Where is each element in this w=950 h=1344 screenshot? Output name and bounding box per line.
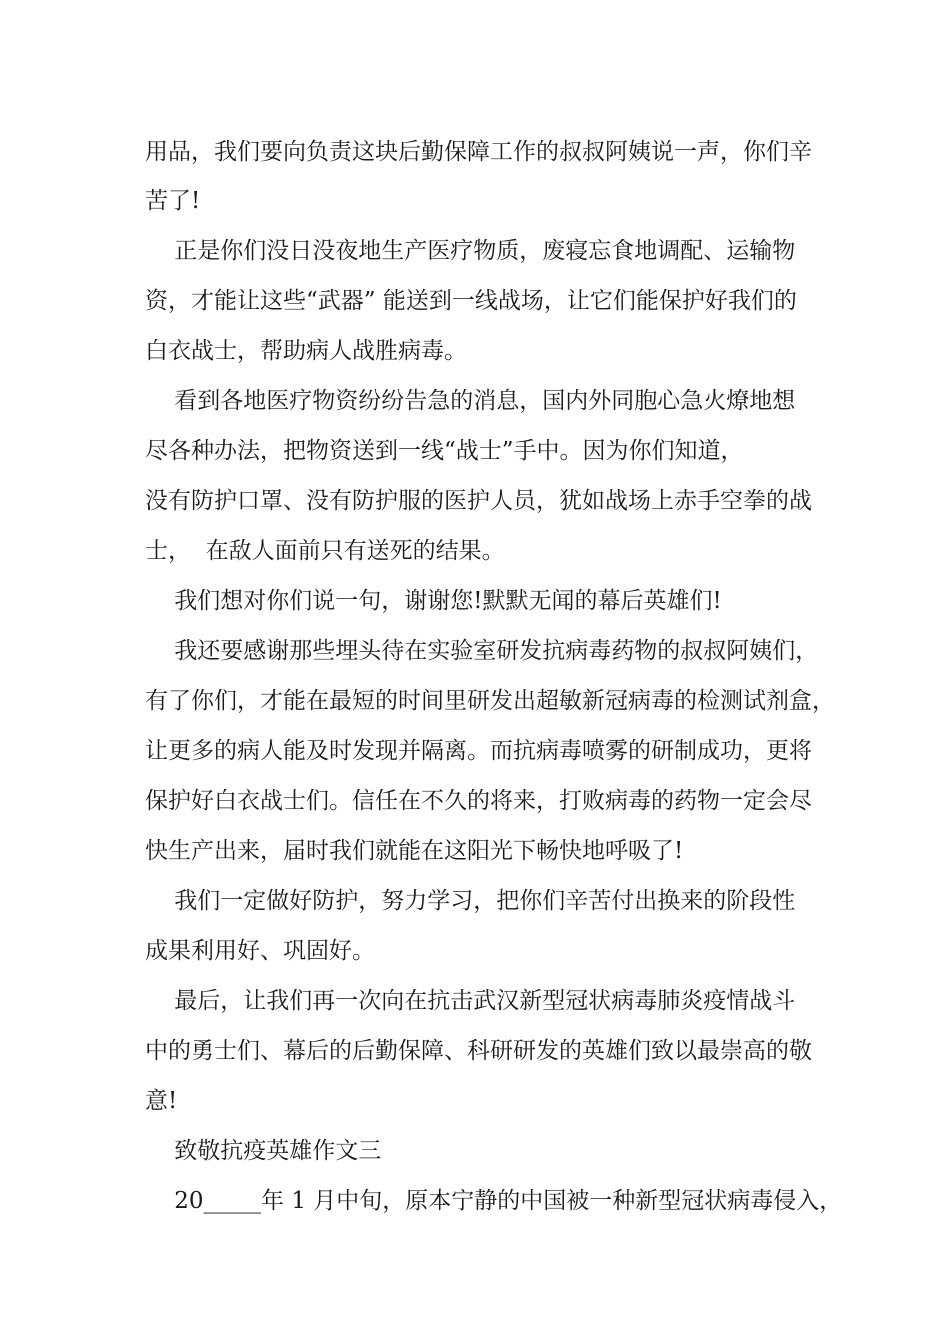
text-line: 看到各地医疗物资纷纷告急的消息，国内外同胞心急火燎地想 [145,388,796,414]
text-line: 资，才能让这些“武器” 能送到一线战场，让它们能保护好我们的 [145,288,797,314]
text-line: 白衣战士，帮助病人战胜病毒。 [145,338,467,364]
text-line: 快生产出来，届时我们就能在这阳光下畅快地呼吸了! [145,838,684,864]
text-line: 我们一定做好防护，努力学习，把你们辛苦付出换来的阶段性 [145,888,796,914]
text-line: 没有防护口罩、没有防护服的医护人员，犹如战场上赤手空拳的战 [145,488,812,514]
text-line: 让更多的病人能及时发现并隔离。而抗病毒喷雾的研制成功，更将 [145,738,812,764]
text-line: 苦了! [145,188,201,214]
text-line: 我还要感谢那些埋头待在实验室研发抗病毒药物的叔叔阿姨们， [145,638,819,664]
section-heading: 致敬抗疫英雄作文三 [145,1138,382,1164]
text-line: 最后，让我们再一次向在抗击武汉新型冠状病毒肺炎疫情战斗 [145,988,796,1014]
text-line: 20_____年 1 月中旬，原本宁静的中国被一种新型冠状病毒侵入， [145,1188,843,1214]
text-line: 用品，我们要向负责这块后勤保障工作的叔叔阿姨说一声，你们辛 [145,139,812,165]
text-line: 有了你们，才能在最短的时间里研发出超敏新冠病毒的检测试剂盒， [145,688,835,714]
text-line: 中的勇士们、幕后的后勤保障、科研研发的英雄们致以最崇高的敬 [145,1038,812,1064]
text-line: 尽各种办法，把物资送到一线“战士”手中。因为你们知道， [145,438,744,464]
text-line: 意! [145,1088,178,1114]
text-line: 士， 在敌人面前只有送死的结果。 [145,538,505,564]
text-line: 正是你们没日没夜地生产医疗物质，废寝忘食地调配、运输物 [145,238,796,264]
text-line: 我们想对你们说一句，谢谢您!默默无闻的幕后英雄们! [145,588,722,614]
text-line: 保护好白衣战士们。信任在不久的将来，打败病毒的药物一定会尽 [145,788,812,814]
text-line: 成果利用好、巩固好。 [145,938,375,964]
